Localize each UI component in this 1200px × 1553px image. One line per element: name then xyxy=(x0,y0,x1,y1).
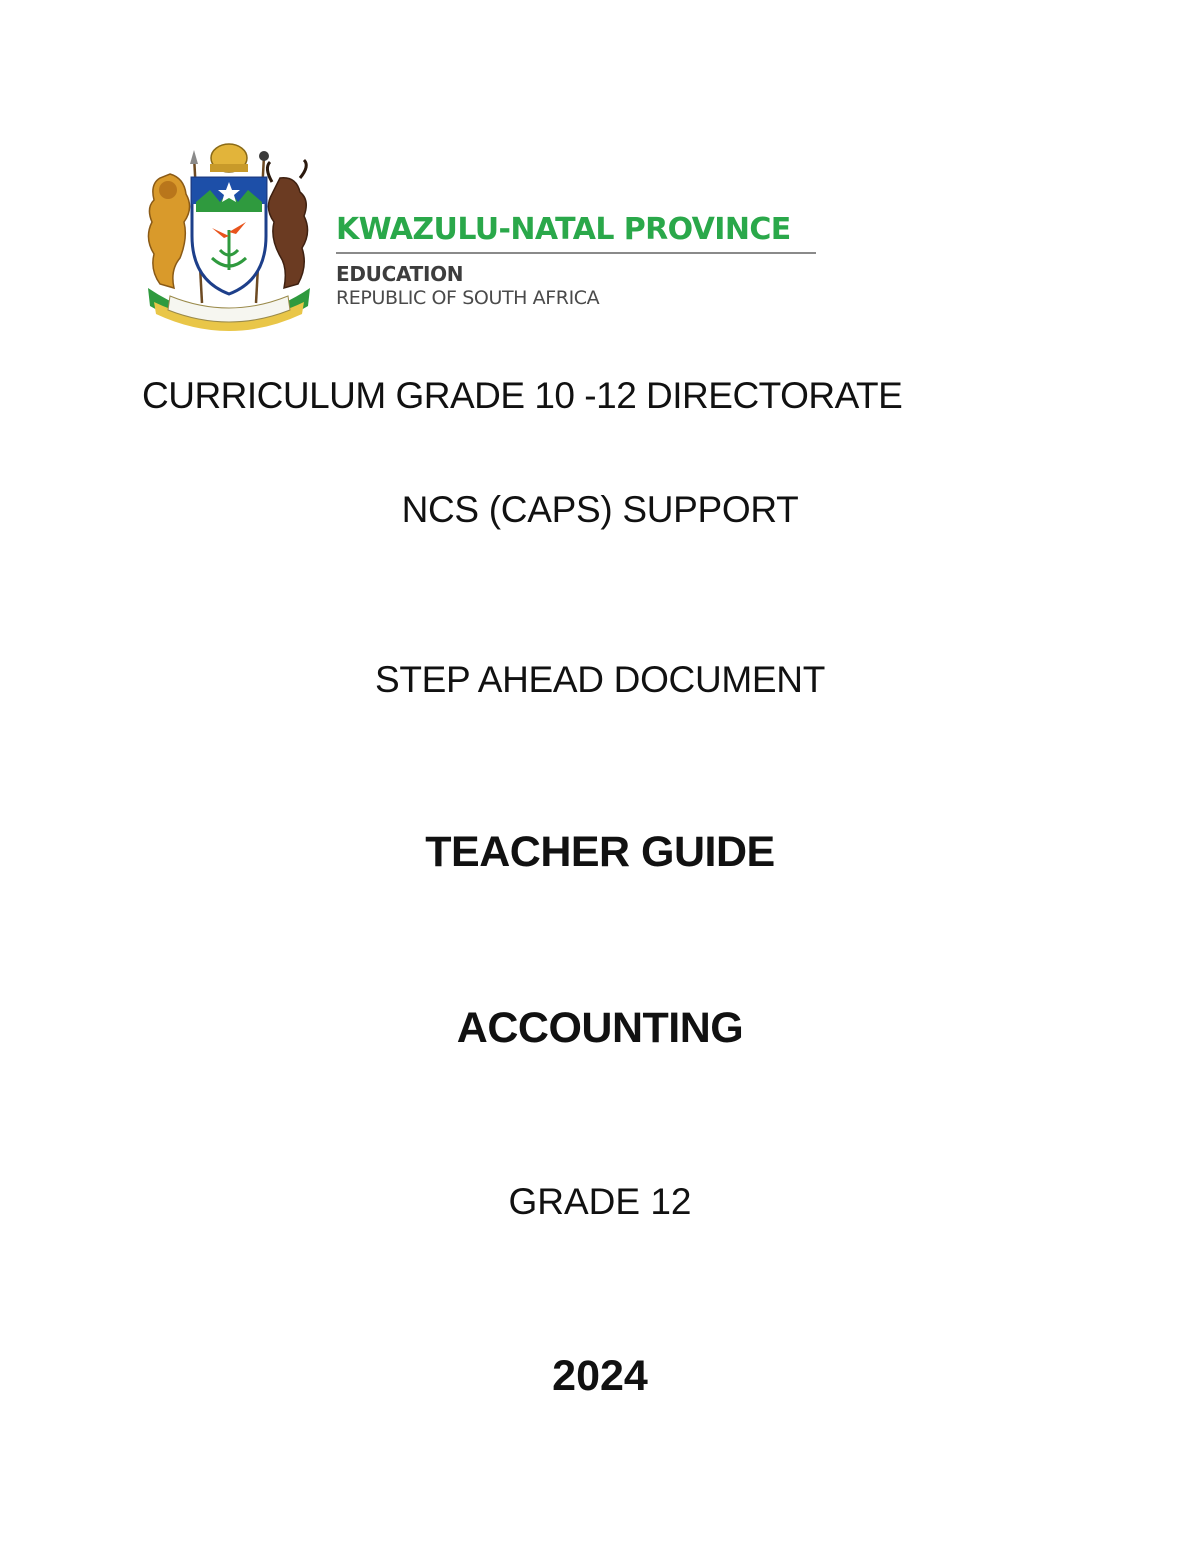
province-name: KWAZULU-NATAL PROVINCE xyxy=(336,212,791,247)
support-heading: NCS (CAPS) SUPPORT xyxy=(401,489,799,530)
header xyxy=(140,138,840,338)
document-type-heading: STEP AHEAD DOCUMENT xyxy=(374,659,826,700)
department-name: EDUCATION xyxy=(336,262,464,286)
year-heading: 2024 xyxy=(552,1352,648,1400)
guide-title: TEACHER GUIDE xyxy=(425,828,775,876)
directorate-heading: CURRICULUM GRADE 10 -12 DIRECTORATE xyxy=(142,375,903,416)
grade-heading: GRADE 12 xyxy=(508,1181,692,1222)
country-name: REPUBLIC OF SOUTH AFRICA xyxy=(336,287,600,309)
header-divider xyxy=(336,252,816,254)
coat-of-arms-icon xyxy=(140,138,318,334)
subject-title: ACCOUNTING xyxy=(456,1004,744,1052)
org-block xyxy=(336,212,818,310)
